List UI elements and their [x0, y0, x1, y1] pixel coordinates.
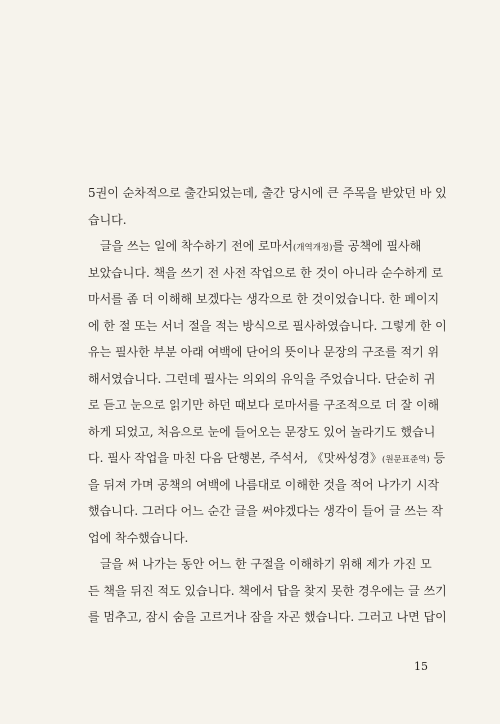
text-line-5: 마서를 좀 더 이해해 보겠다는 생각으로 한 것이었습니다. 한 페이지 [88, 292, 440, 306]
text-line-15: 글을 써 나가는 동안 어느 한 구절을 이해하기 위해 제가 가진 모 [100, 557, 432, 571]
text-line-3 [88, 233, 428, 260]
translation-note: (원문표준역) [382, 455, 430, 465]
text-line-16: 든 책을 뒤진 적도 있습니다. 책에서 답을 찾지 못한 경우에는 글 쓰기 [88, 583, 447, 598]
page-number: 15 [414, 660, 428, 673]
text-line-11 [88, 445, 446, 472]
text-line-11-start: 다. 필사 작업을 마친 다음 단행본, 주석서, 《맛싸성경》 [88, 451, 382, 465]
text-line-14: 업에 착수했습니다. [88, 530, 189, 545]
text-line-1: 5권이 순차적으로 출간되었는데, 출간 당시에 큰 주목을 받았던 바 있 [88, 186, 447, 200]
text-line-2: 습니다. [88, 212, 127, 227]
text-line-17: 를 멈추고, 잠시 숨을 고르거나 잠을 자곤 했습니다. 그러고 나면 답이 [88, 610, 447, 624]
text-line-12: 을 뒤져 가며 공책의 여백에 나름대로 이해한 것을 적어 나가기 시작 [88, 477, 440, 492]
text-line-8: 해서였습니다. 그런데 필사는 의외의 유익을 주었습니다. 단순히 귀 [88, 371, 436, 386]
translation-note: (개역개정) [292, 243, 333, 253]
body-text [88, 180, 447, 631]
text-line-10: 하게 되었고, 처음으로 눈에 들어오는 문장도 있어 놀라기도 했습니 [88, 424, 436, 439]
text-line-9: 로 듣고 눈으로 읽기만 하던 때보다 로마서를 구조적으로 더 잘 이해 [88, 398, 440, 412]
text-line-13: 했습니다. 그러다 어느 순간 글을 써야겠다는 생각이 들어 글 쓰는 작 [88, 504, 443, 518]
text-line-11-end: 등 [429, 451, 446, 465]
text-line-3-start: 글을 쓰는 일에 착수하기 전에 로마서 [100, 239, 293, 253]
text-line-6: 에 한 절 또는 서너 절을 적는 방식으로 필사하였습니다. 그렇게 한 이 [88, 318, 447, 333]
text-line-4: 보았습니다. 책을 쓰기 전 사전 작업으로 한 것이 아니라 순수하게 로 [88, 265, 443, 280]
text-line-7: 유는 필사한 부분 아래 여백에 단어의 뜻이나 문장의 구조를 적기 위 [88, 345, 440, 359]
text-line-3-end: 를 공책에 필사해 [332, 239, 422, 253]
